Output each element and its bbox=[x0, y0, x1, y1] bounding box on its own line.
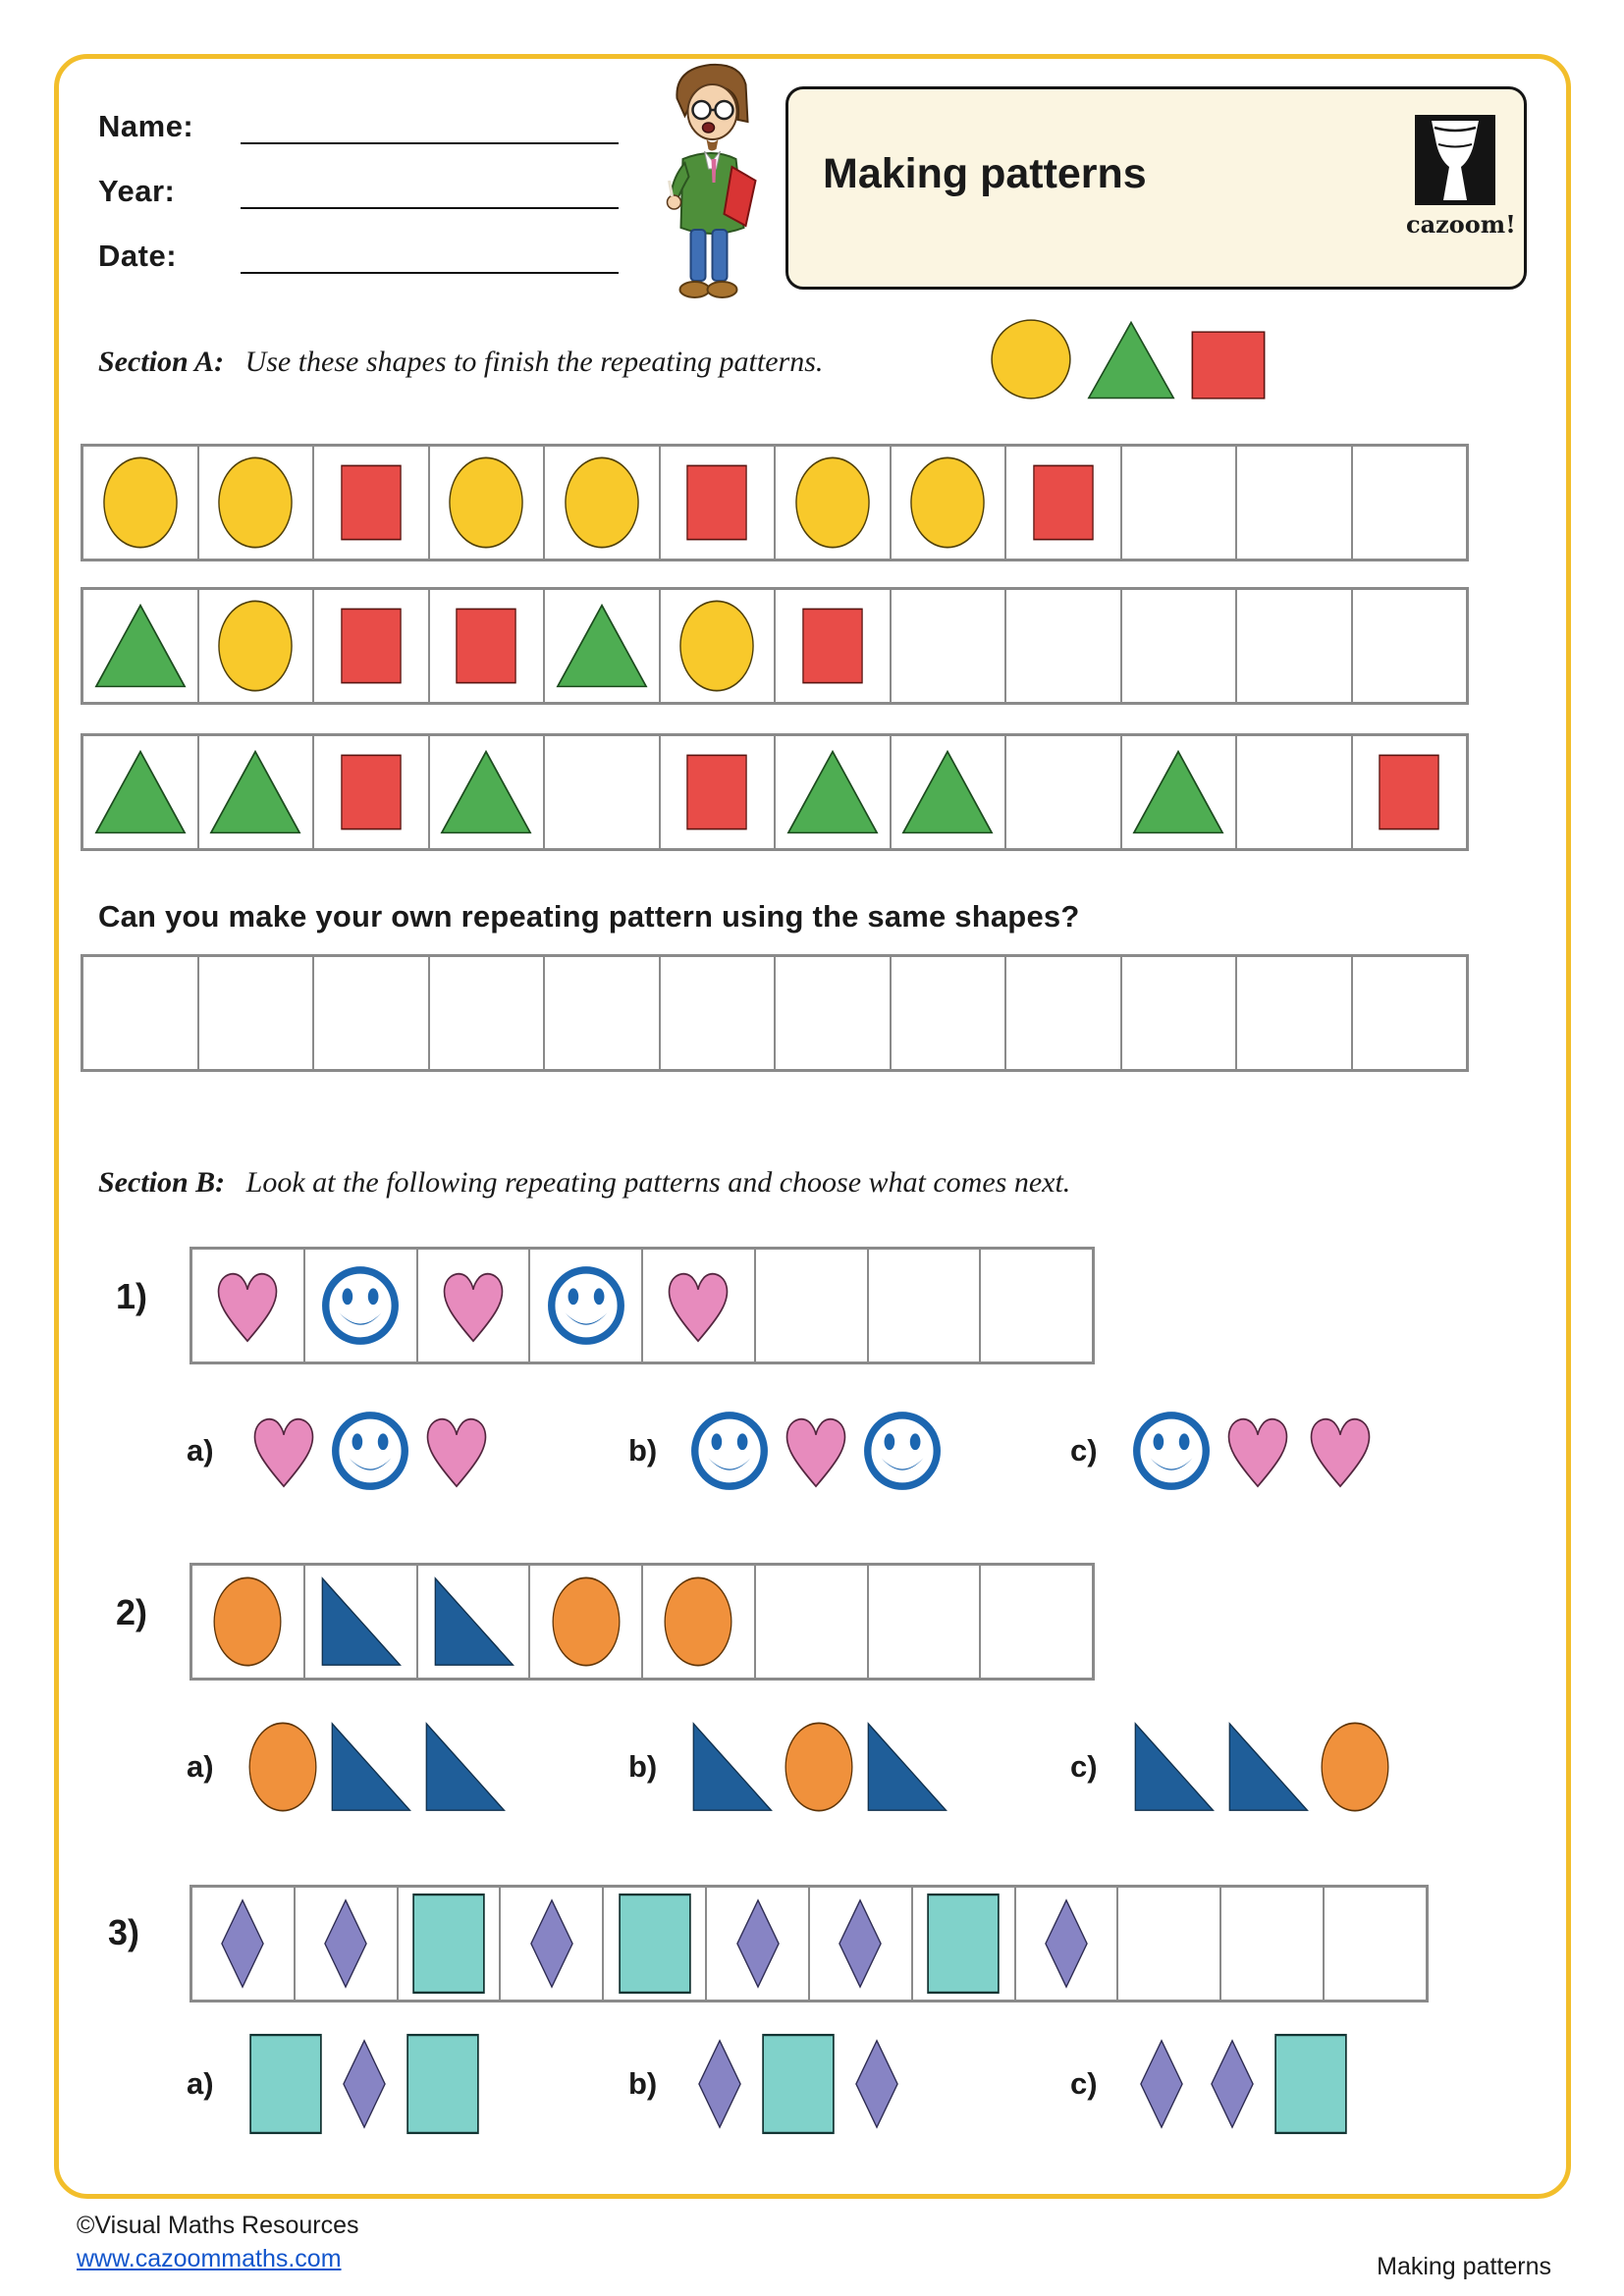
green-triangle-icon bbox=[93, 603, 188, 689]
empty-cell bbox=[1237, 736, 1353, 848]
teal-square-icon bbox=[760, 2033, 837, 2135]
purple-diamond-icon bbox=[846, 2039, 907, 2129]
orange-circle-icon bbox=[784, 1721, 854, 1813]
smiley-face-icon bbox=[862, 1410, 943, 1492]
yellow-circle-icon bbox=[678, 599, 755, 693]
red-square-icon bbox=[685, 463, 748, 542]
yellow-circle-cell bbox=[199, 447, 315, 559]
blue-right-triangle-icon bbox=[864, 1721, 948, 1813]
option-shapes bbox=[1131, 2033, 1349, 2135]
orange-circle-icon bbox=[212, 1575, 283, 1668]
item-1-option-c bbox=[1070, 1397, 1377, 1505]
green-triangle-icon bbox=[1086, 320, 1176, 400]
green-triangle-cell bbox=[892, 736, 1007, 848]
purple-diamond-cell bbox=[192, 1888, 296, 2000]
option-label: c) bbox=[1070, 2066, 1098, 2101]
option-shapes bbox=[689, 2033, 907, 2135]
blue-right-triangle-icon bbox=[422, 1721, 507, 1813]
yellow-circle-cell bbox=[199, 590, 315, 702]
yellow-circle-cell bbox=[892, 447, 1007, 559]
purple-diamond-icon bbox=[521, 1898, 582, 1989]
empty-cell bbox=[869, 1250, 982, 1362]
worksheet-sheet bbox=[54, 54, 1571, 2199]
purple-diamond-icon bbox=[728, 1898, 788, 1989]
item-2-pattern-row bbox=[189, 1563, 1095, 1681]
empty-cell bbox=[545, 736, 661, 848]
option-label: b) bbox=[628, 1433, 658, 1468]
teal-square-icon bbox=[925, 1893, 1001, 1995]
item-3-options bbox=[59, 2030, 1566, 2138]
smiley-face-icon bbox=[330, 1410, 410, 1492]
year-label: Year: bbox=[98, 174, 176, 208]
yellow-circle-cell bbox=[776, 447, 892, 559]
red-square-icon bbox=[455, 607, 517, 685]
orange-circle-cell bbox=[643, 1566, 756, 1678]
empty-cell bbox=[1325, 1888, 1426, 2000]
yellow-circle-cell bbox=[83, 447, 199, 559]
purple-diamond-icon bbox=[1131, 2039, 1192, 2129]
purple-diamond-icon bbox=[1202, 2039, 1263, 2129]
teal-square-icon bbox=[410, 1893, 487, 1995]
teal-square-icon bbox=[405, 2033, 481, 2135]
smiley-face-icon bbox=[546, 1264, 626, 1347]
item-3-number: 3) bbox=[108, 1912, 140, 1952]
pattern-row-2 bbox=[81, 587, 1469, 705]
purple-diamond-icon bbox=[689, 2039, 750, 2129]
red-square-icon bbox=[340, 463, 403, 542]
empty-cell bbox=[981, 1566, 1092, 1678]
item-3-option-b bbox=[628, 2030, 907, 2138]
option-shapes bbox=[1131, 1409, 1377, 1493]
green-triangle-cell bbox=[545, 590, 661, 702]
green-triangle-cell bbox=[199, 736, 315, 848]
purple-diamond-cell bbox=[296, 1888, 399, 2000]
option-label: a) bbox=[187, 1433, 214, 1468]
red-square-cell bbox=[1006, 447, 1122, 559]
yellow-circle-cell bbox=[661, 590, 777, 702]
blue-right-triangle-icon bbox=[1225, 1721, 1310, 1813]
section-b-instruction: Look at the following repeating patterns and choose what comes next. bbox=[245, 1166, 1071, 1199]
year-field bbox=[98, 168, 619, 209]
year-write-line bbox=[241, 168, 619, 209]
green-triangle-icon bbox=[439, 749, 533, 835]
purple-diamond-cell bbox=[1016, 1888, 1119, 2000]
section-b-heading bbox=[98, 1166, 1070, 1200]
yellow-circle-icon bbox=[217, 455, 294, 550]
item-2-option-c bbox=[1070, 1713, 1390, 1821]
key-shapes bbox=[990, 318, 1267, 400]
orange-circle-icon bbox=[247, 1721, 318, 1813]
item-2-number: 2) bbox=[116, 1592, 148, 1632]
empty-cell bbox=[1118, 1888, 1221, 2000]
name-write-line bbox=[241, 103, 619, 144]
pink-heart-icon bbox=[211, 1263, 284, 1348]
pink-heart-cell bbox=[418, 1250, 531, 1362]
footer-page-label: Making patterns bbox=[1377, 2253, 1551, 2280]
green-triangle-icon bbox=[208, 749, 302, 835]
blue-right-triangle-icon bbox=[328, 1721, 412, 1813]
empty-cell bbox=[83, 957, 199, 1069]
section-a-heading bbox=[98, 346, 823, 379]
purple-diamond-icon bbox=[830, 1898, 891, 1989]
red-square-icon bbox=[340, 753, 403, 831]
red-square-icon bbox=[685, 753, 748, 831]
empty-cell bbox=[1237, 590, 1353, 702]
empty-cell bbox=[1122, 957, 1238, 1069]
empty-cell bbox=[756, 1250, 869, 1362]
option-label: a) bbox=[187, 2066, 214, 2101]
empty-cell bbox=[892, 957, 1007, 1069]
blue-right-triangle-icon bbox=[689, 1721, 774, 1813]
purple-diamond-cell bbox=[501, 1888, 604, 2000]
blue-right-triangle-icon bbox=[318, 1575, 403, 1668]
option-shapes bbox=[247, 2033, 481, 2135]
yellow-circle-icon bbox=[794, 455, 871, 550]
option-label: c) bbox=[1070, 1749, 1098, 1784]
option-shapes bbox=[1131, 1721, 1390, 1813]
item-3-pattern-row bbox=[189, 1885, 1429, 2002]
yellow-circle-icon bbox=[990, 318, 1072, 400]
empty-cell bbox=[1006, 736, 1122, 848]
red-square-icon bbox=[340, 607, 403, 685]
empty-cell bbox=[1353, 957, 1467, 1069]
empty-cell bbox=[1237, 957, 1353, 1069]
empty-cell bbox=[1237, 447, 1353, 559]
red-square-cell bbox=[430, 590, 546, 702]
empty-cell bbox=[1006, 590, 1122, 702]
footer-credit: ©Visual Maths Resources bbox=[77, 2212, 359, 2239]
own-pattern-blank-row bbox=[81, 954, 1469, 1072]
empty-cell bbox=[1353, 447, 1467, 559]
smiley-face-icon bbox=[689, 1410, 770, 1492]
red-square-icon bbox=[1032, 463, 1095, 542]
option-label: a) bbox=[187, 1749, 214, 1784]
orange-circle-icon bbox=[551, 1575, 622, 1668]
worksheet-title: Making patterns bbox=[823, 150, 1147, 197]
red-square-icon bbox=[1378, 753, 1440, 831]
green-triangle-cell bbox=[1122, 736, 1238, 848]
name-label: Name: bbox=[98, 109, 194, 143]
item-2-option-a bbox=[187, 1713, 507, 1821]
empty-cell bbox=[892, 590, 1007, 702]
empty-cell bbox=[1353, 590, 1467, 702]
red-square-cell bbox=[661, 736, 777, 848]
section-b-label: Section B: bbox=[98, 1166, 226, 1199]
red-square-cell bbox=[776, 590, 892, 702]
teal-square-icon bbox=[1272, 2033, 1349, 2135]
green-triangle-cell bbox=[430, 736, 546, 848]
purple-diamond-icon bbox=[212, 1898, 273, 1989]
option-label: b) bbox=[628, 1749, 658, 1784]
green-triangle-cell bbox=[776, 736, 892, 848]
orange-circle-icon bbox=[663, 1575, 733, 1668]
purple-diamond-icon bbox=[315, 1898, 376, 1989]
pattern-row-3 bbox=[81, 733, 1469, 851]
item-1-options bbox=[59, 1397, 1566, 1505]
teal-square-cell bbox=[604, 1888, 707, 2000]
date-write-line bbox=[241, 233, 619, 274]
yellow-circle-icon bbox=[909, 455, 986, 550]
smiley-face-cell bbox=[530, 1250, 643, 1362]
empty-cell bbox=[314, 957, 430, 1069]
smiley-face-icon bbox=[320, 1264, 401, 1347]
name-field bbox=[98, 103, 619, 144]
blue-right-triangle-icon bbox=[1131, 1721, 1216, 1813]
yellow-circle-icon bbox=[102, 455, 179, 550]
smiley-face-cell bbox=[305, 1250, 418, 1362]
item-3-option-c bbox=[1070, 2030, 1349, 2138]
section-a-label: Section A: bbox=[98, 346, 225, 378]
pink-heart-icon bbox=[662, 1263, 734, 1348]
orange-circle-cell bbox=[192, 1566, 305, 1678]
item-2-options bbox=[59, 1713, 1566, 1821]
green-triangle-icon bbox=[1131, 749, 1225, 835]
option-shapes bbox=[247, 1409, 493, 1493]
yellow-circle-icon bbox=[217, 599, 294, 693]
teal-square-icon bbox=[247, 2033, 324, 2135]
orange-circle-icon bbox=[1320, 1721, 1390, 1813]
title-box bbox=[785, 86, 1527, 290]
pink-heart-icon bbox=[780, 1409, 852, 1493]
teal-square-cell bbox=[913, 1888, 1016, 2000]
smiley-face-icon bbox=[1131, 1410, 1212, 1492]
green-triangle-cell bbox=[83, 736, 199, 848]
yellow-circle-icon bbox=[448, 455, 524, 550]
red-square-cell bbox=[314, 590, 430, 702]
yellow-circle-cell bbox=[545, 447, 661, 559]
pink-heart-icon bbox=[1221, 1409, 1294, 1493]
green-triangle-icon bbox=[93, 749, 188, 835]
teacher-illustration bbox=[623, 61, 785, 306]
own-pattern-question: Can you make your own repeating pattern using the same shapes? bbox=[98, 899, 1080, 934]
cazoom-drum-icon bbox=[1415, 115, 1495, 205]
pink-heart-cell bbox=[192, 1250, 305, 1362]
empty-cell bbox=[1221, 1888, 1325, 2000]
pattern-row-1 bbox=[81, 444, 1469, 561]
option-label: c) bbox=[1070, 1433, 1098, 1468]
cazoom-logo bbox=[1406, 115, 1516, 239]
empty-cell bbox=[1006, 957, 1122, 1069]
empty-cell bbox=[545, 957, 661, 1069]
blue-right-triangle-icon bbox=[431, 1575, 515, 1668]
teal-square-icon bbox=[617, 1893, 693, 1995]
item-1-option-b bbox=[628, 1397, 943, 1505]
red-square-cell bbox=[314, 736, 430, 848]
pink-heart-cell bbox=[643, 1250, 756, 1362]
pink-heart-icon bbox=[420, 1409, 493, 1493]
purple-diamond-icon bbox=[334, 2039, 395, 2129]
cazoom-logo-text: cazoom! bbox=[1406, 210, 1516, 239]
option-shapes bbox=[247, 1721, 507, 1813]
option-label: b) bbox=[628, 2066, 658, 2101]
red-square-cell bbox=[1353, 736, 1467, 848]
purple-diamond-cell bbox=[810, 1888, 913, 2000]
option-shapes bbox=[689, 1721, 948, 1813]
red-square-icon bbox=[801, 607, 864, 685]
item-1-number: 1) bbox=[116, 1276, 148, 1316]
empty-cell bbox=[1122, 590, 1238, 702]
green-triangle-icon bbox=[555, 603, 649, 689]
yellow-circle-cell bbox=[430, 447, 546, 559]
empty-cell bbox=[1122, 447, 1238, 559]
green-triangle-icon bbox=[900, 749, 995, 835]
empty-cell bbox=[756, 1566, 869, 1678]
green-triangle-cell bbox=[83, 590, 199, 702]
blue-right-triangle-cell bbox=[305, 1566, 418, 1678]
red-square-cell bbox=[661, 447, 777, 559]
item-2-option-b bbox=[628, 1713, 948, 1821]
option-shapes bbox=[689, 1409, 943, 1493]
empty-cell bbox=[661, 957, 777, 1069]
pink-heart-icon bbox=[247, 1409, 320, 1493]
yellow-circle-icon bbox=[564, 455, 640, 550]
pink-heart-icon bbox=[437, 1263, 510, 1348]
pink-heart-icon bbox=[1304, 1409, 1377, 1493]
purple-diamond-cell bbox=[707, 1888, 810, 2000]
red-square-icon bbox=[1190, 330, 1267, 400]
item-3-option-a bbox=[187, 2030, 481, 2138]
item-1-option-a bbox=[187, 1397, 493, 1505]
footer-link[interactable]: www.cazoommaths.com bbox=[77, 2245, 342, 2272]
section-a-instruction: Use these shapes to finish the repeating patterns. bbox=[244, 346, 824, 378]
purple-diamond-icon bbox=[1036, 1898, 1097, 1989]
item-1-pattern-row bbox=[189, 1247, 1095, 1364]
blue-right-triangle-cell bbox=[418, 1566, 531, 1678]
empty-cell bbox=[981, 1250, 1092, 1362]
date-label: Date: bbox=[98, 239, 178, 273]
empty-cell bbox=[199, 957, 315, 1069]
orange-circle-cell bbox=[530, 1566, 643, 1678]
empty-cell bbox=[869, 1566, 982, 1678]
empty-cell bbox=[776, 957, 892, 1069]
teal-square-cell bbox=[399, 1888, 502, 2000]
red-square-cell bbox=[314, 447, 430, 559]
date-field bbox=[98, 233, 619, 274]
green-triangle-icon bbox=[785, 749, 880, 835]
empty-cell bbox=[430, 957, 546, 1069]
